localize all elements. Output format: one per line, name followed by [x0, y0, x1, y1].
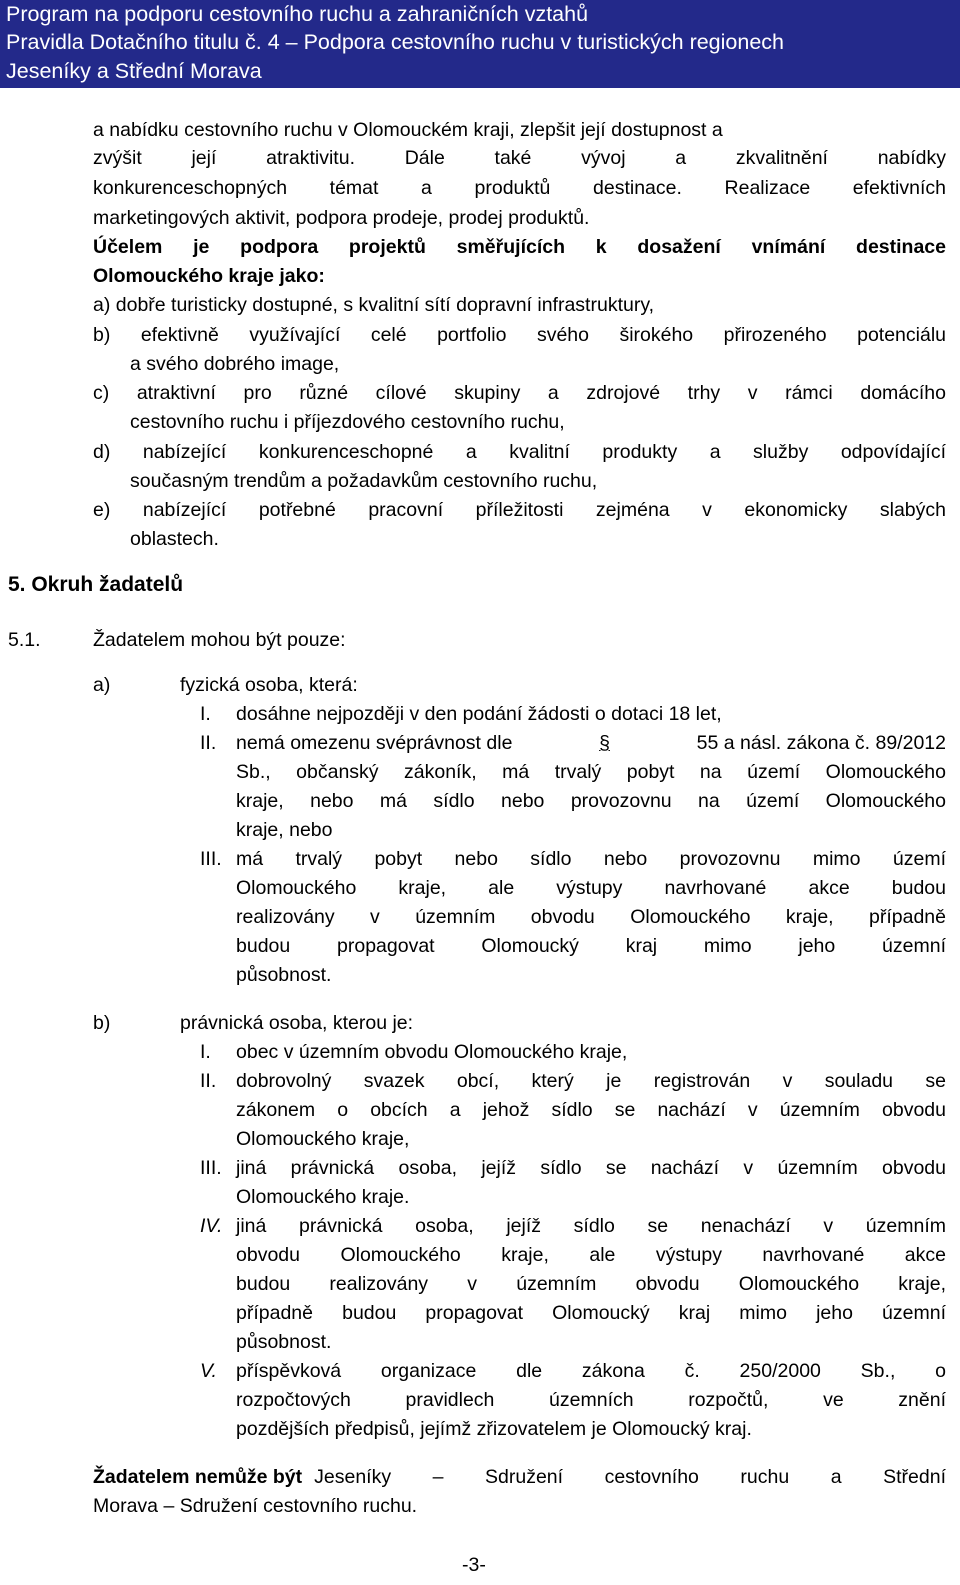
list-b-num: V. [200, 1360, 217, 1382]
list-b-num: I. [200, 1041, 211, 1063]
purpose-item-c: cestovního ruchu i příjezdového cestovního ruchu, [130, 411, 565, 433]
list-a-item: Olomouckého kraje, ale výstupy navrhované akce budou [236, 877, 946, 899]
list-a-item: dosáhne nejpozději v den podání žádosti o dotaci 18 let, [236, 703, 722, 725]
list-a-label: a) [93, 674, 111, 696]
list-a-item: působnost. [236, 964, 332, 986]
purpose-item-c: c) atraktivní pro různé cílové skupiny a zdrojové trhy v rámci domácího [93, 382, 946, 404]
list-b-item: budou realizovány v územním obvodu Olomouckého kraje, [236, 1273, 946, 1295]
list-a-item: kraje, nebo [236, 819, 333, 841]
list-a-num: III. [200, 848, 222, 870]
purpose-item-d: d) nabízející konkurenceschopné a kvalitní produkty a služby odpovídající [93, 441, 946, 463]
header-rules-title: Pravidla Dotačního titulu č. 4 – Podpora cestovního ruchu v turistických regionech [6, 30, 784, 54]
purpose-item-a: a) dobře turisticky dostupné, s kvalitní sítí dopravní infrastruktury, [93, 294, 655, 316]
purpose-item-e: oblastech. [130, 528, 219, 550]
list-a-title: fyzická osoba, která: [180, 674, 358, 696]
exclusion-line [93, 1465, 946, 1489]
list-a-item: nemá omezenu svéprávnost dle § 55 a násl. zákona č. 89/2012 [236, 732, 946, 754]
list-b-num: IV. [200, 1215, 223, 1237]
intro-line: konkurenceschopných témat a produktů destinace. Realizace efektivních [93, 177, 946, 199]
intro-line: zvýšit její atraktivitu. Dále také vývoj a zkvalitnění nabídky [93, 147, 946, 169]
list-b-item: příspěvková organizace dle zákona č. 250/2000 Sb., o [236, 1360, 946, 1382]
list-b-item: Olomouckého kraje, [236, 1128, 410, 1150]
document-header [0, 0, 960, 88]
exclusion-line: Morava – Sdružení cestovního ruchu. [93, 1495, 418, 1517]
list-b-num: III. [200, 1157, 222, 1179]
list-b-title: právnická osoba, kterou je: [180, 1012, 414, 1034]
list-b-item: Olomouckého kraje. [236, 1186, 410, 1208]
list-a-item: realizovány v územním obvodu Olomouckého kraje, případně [236, 906, 946, 928]
list-b-item: působnost. [236, 1331, 332, 1353]
list-a-item: budou propagovat Olomoucký kraj mimo jeho územní [236, 935, 946, 957]
list-a-num: I. [200, 703, 211, 725]
subsection-text: Žadatelem mohou být pouze: [93, 629, 346, 651]
list-b-item: pozdějších předpisů, jejímž zřizovatelem je Olomoucký kraj. [236, 1418, 752, 1440]
exclusion-text: Jeseníky – Sdružení cestovního ruchu a Střední [314, 1466, 946, 1488]
intro-line: a nabídku cestovního ruchu v Olomouckém kraji, zlepšit její dostupnost a [93, 119, 723, 141]
purpose-heading: Účelem je podpora projektů směřujících k dosažení vnímání destinace [93, 236, 946, 258]
exclusion-bold: Žadatelem nemůže být [93, 1466, 303, 1488]
intro-line: marketingových aktivit, podpora prodeje, prodej produktů. [93, 207, 590, 229]
list-b-label: b) [93, 1012, 111, 1034]
section-sign: § [599, 732, 610, 754]
list-b-item: případně budou propagovat Olomoucký kraj mimo jeho územní [236, 1302, 946, 1324]
list-a-num: II. [200, 732, 217, 754]
subsection-number: 5.1. [8, 629, 41, 651]
purpose-heading: Olomouckého kraje jako: [93, 265, 325, 287]
page-number: -3- [462, 1554, 486, 1576]
purpose-item-b: a svého dobrého image, [130, 353, 340, 375]
list-b-item: jiná právnická osoba, jejíž sídlo se nachází v územním obvodu [236, 1157, 946, 1179]
header-program-title: Program na podporu cestovního ruchu a zahraničních vztahů [6, 2, 589, 26]
list-a-item: Sb., občanský zákoník, má trvalý pobyt na území Olomouckého [236, 761, 946, 783]
list-b-item: zákonem o obcích a jehož sídlo se nachází v územním obvodu [236, 1099, 946, 1121]
list-b-item: obvodu Olomouckého kraje, ale výstupy navrhované akce [236, 1244, 946, 1266]
list-b-item: dobrovolný svazek obcí, který je registrován v souladu se [236, 1070, 946, 1092]
section-heading: 5. Okruh žadatelů [8, 573, 184, 596]
header-region: Jeseníky a Střední Morava [6, 59, 262, 83]
list-a-item: má trvalý pobyt nebo sídlo nebo provozovnu mimo území [236, 848, 946, 870]
list-b-item: jiná právnická osoba, jejíž sídlo se nenachází v územním [236, 1215, 946, 1237]
purpose-item-e: e) nabízející potřebné pracovní příležitosti zejména v ekonomicky slabých [93, 499, 946, 521]
list-b-num: II. [200, 1070, 217, 1092]
purpose-item-d: současným trendům a požadavkům cestovního ruchu, [130, 470, 598, 492]
list-a-item: kraje, nebo má sídlo nebo provozovnu na území Olomouckého [236, 790, 946, 812]
purpose-item-b: b) efektivně využívající celé portfolio svého širokého přirozeného potenciálu [93, 324, 946, 346]
list-b-item: obec v územním obvodu Olomouckého kraje, [236, 1041, 628, 1063]
list-b-item: rozpočtových pravidlech územních rozpočtů, ve znění [236, 1389, 946, 1411]
